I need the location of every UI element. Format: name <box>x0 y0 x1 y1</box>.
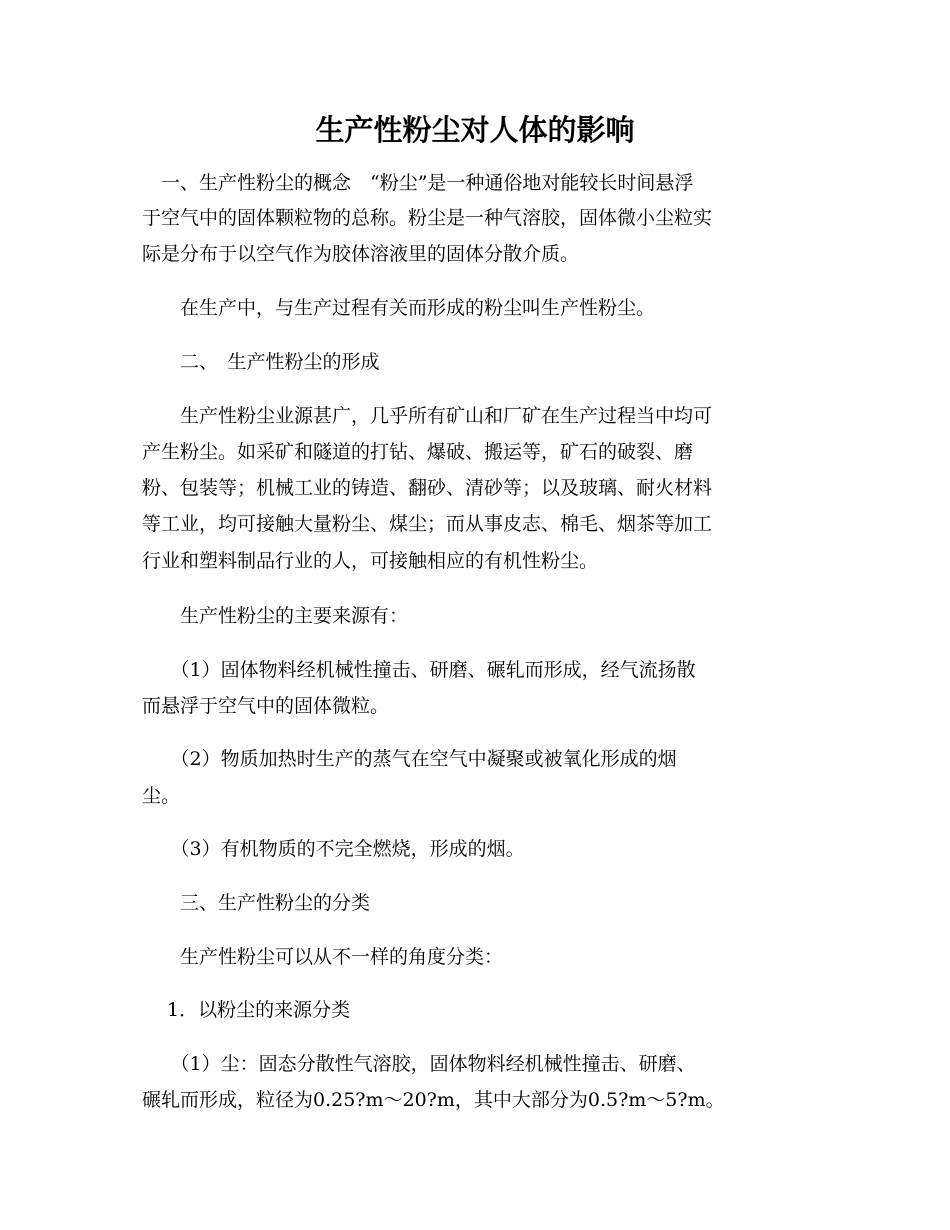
paragraph-line: 在生产中，与生产过程有关而形成的粉尘叫生产性粉尘。 <box>142 297 656 319</box>
section-heading: 三、生产性粉尘的分类 <box>142 892 371 914</box>
list-item-line: 碾轧而形成，粒径为0.25?m～20?m，其中大部分为0.5?m～5?m。 <box>142 1089 725 1111</box>
list-item-line: （1）尘：固态分散性气溶胶，固体物料经机械性撞击、研磨、 <box>142 1053 696 1075</box>
paragraph-line: 行业和塑料制品行业的人，可接触相应的有机性粉尘。 <box>142 550 599 572</box>
paragraph-line: 于空气中的固体颗粒物的总称。粉尘是一种气溶胶，固体微小尘粒实 <box>142 207 713 229</box>
list-item-line: 尘。 <box>142 785 181 807</box>
document-title: 生产性粉尘对人体的影响 <box>315 113 635 147</box>
paragraph-line: 际是分布于以空气作为胶体溶液里的固体分散介质。 <box>142 243 580 265</box>
section-heading: 二、 生产性粉尘的形成 <box>142 351 380 373</box>
paragraph-line: 生产性粉尘的主要来源有： <box>142 605 409 627</box>
list-item-line: （3）有机物质的不完全燃烧，形成的烟。 <box>142 838 525 860</box>
list-item-line: （2）物质加热时生产的蒸气在空气中凝聚或被氧化形成的烟 <box>142 748 677 770</box>
paragraph-line: 生产性粉尘业源甚广，几乎所有矿山和厂矿在生产过程当中均可 <box>142 405 713 427</box>
list-item-line: （1）固体物料经机械性撞击、研磨、碾轧而形成，经气流扬散 <box>142 659 696 681</box>
paragraph-line: 等工业，均可接触大量粉尘、煤尘；而从事皮志、棉毛、烟茶等加工 <box>142 513 713 535</box>
subsection-heading: 1．以粉尘的来源分类 <box>142 999 351 1021</box>
paragraph-line: 生产性粉尘可以从不一样的角度分类： <box>142 946 504 968</box>
paragraph-line: 产生粉尘。如采矿和隧道的打钻、爆破、搬运等，矿石的破裂、磨 <box>142 441 694 463</box>
paragraph-line: 粉、包装等；机械工业的铸造、翻砂、清砂等；以及玻璃、耐火材料 <box>142 477 713 499</box>
paragraph-line: 一、生产性粉尘的概念 “粉尘”是一种通俗地对能较长时间悬浮 <box>142 172 694 194</box>
list-item-line: 而悬浮于空气中的固体微粒。 <box>142 695 390 717</box>
